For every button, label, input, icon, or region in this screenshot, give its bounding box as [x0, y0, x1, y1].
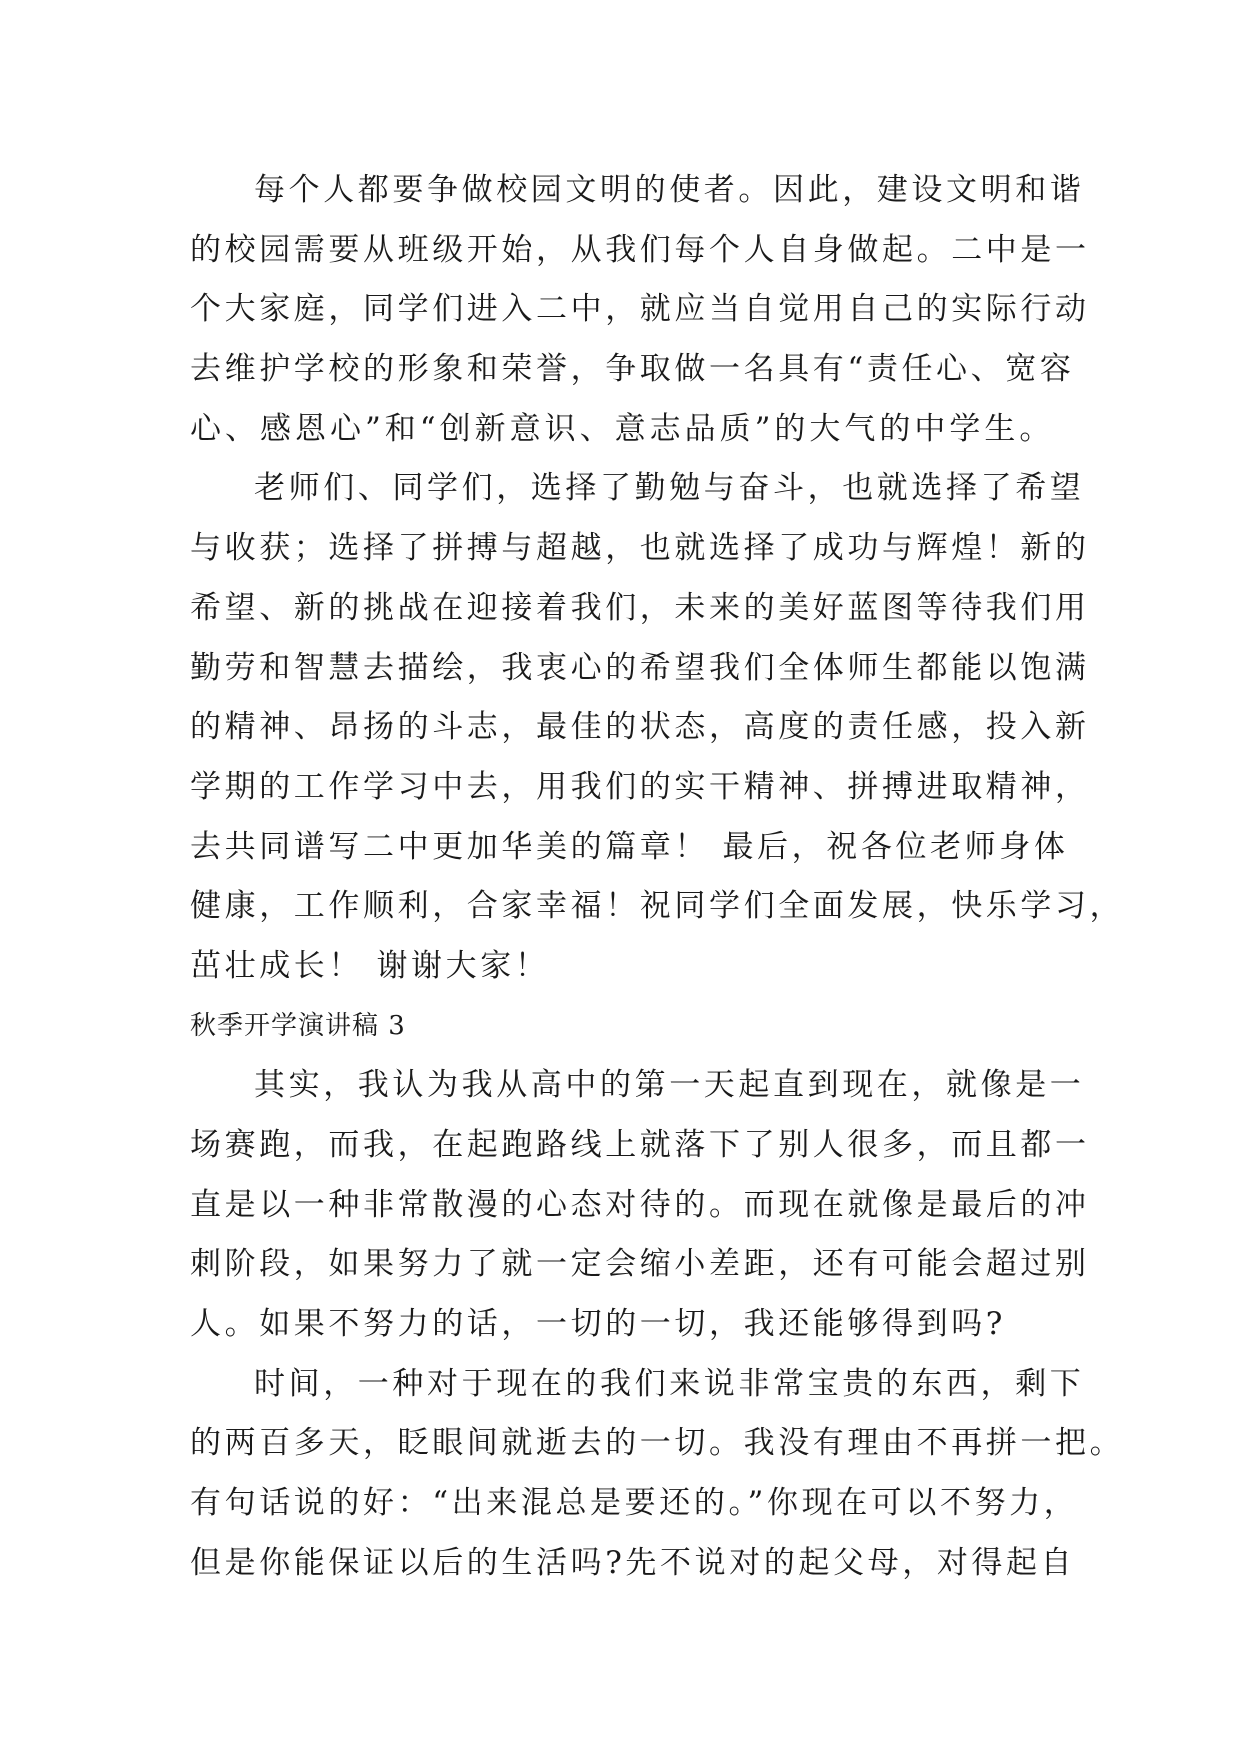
text-line [190, 1534, 1076, 1594]
text-line [190, 639, 1090, 699]
text-line [190, 1414, 1125, 1474]
text-line-content: 的校园需要从班级开始，从我们每个人自身做起。二中是一 [190, 231, 1090, 268]
text-line-content: 其实，我认为我从高中的第一天起直到现在，就像是一 [254, 1067, 1085, 1104]
text-line-content: 去维护学校的形象和荣誉，争取做一名具有“责任心、宽容 [190, 351, 1075, 388]
text-line [190, 937, 1054, 997]
text-line [190, 221, 1090, 281]
text-line-content: 的精神、昂扬的斗志，最佳的状态，高度的责任感，投入新 [190, 709, 1090, 746]
text-line [190, 1176, 1090, 1236]
text-line [190, 758, 1090, 818]
text-line-content: 与收获；选择了拼搏与超越，也就选择了成功与辉煌！新的 [190, 530, 1090, 567]
text-line [190, 1235, 1090, 1295]
text-line [190, 818, 1069, 878]
text-line-content: 老师们、同学们，选择了勤勉与奋斗，也就选择了希望 [254, 470, 1085, 507]
text-line-content: 希望、新的挑战在迎接着我们，未来的美好蓝图等待我们用 [190, 589, 1090, 626]
text-line [190, 161, 1085, 221]
text-line-content: 但是你能保证以后的生活吗?先不说对的起父母，对得起自 [190, 1544, 1076, 1581]
document-page [190, 161, 1125, 1594]
text-line-content: 时间，一种对于现在的我们来说非常宝贵的东西，剩下 [254, 1365, 1085, 1402]
text-line [190, 1116, 1090, 1176]
text-line-content: 直是以一种非常散漫的心态对待的。而现在就像是最后的冲 [190, 1186, 1090, 1223]
text-line [190, 519, 1090, 579]
text-line-content: 的两百多天，眨眼间就逝去的一切。我没有理由不再拼一把。 [190, 1425, 1125, 1462]
section-heading: 秋季开学演讲稿 3 [190, 1010, 406, 1041]
text-line-content: 勤劳和智慧去描绘，我衷心的希望我们全体师生都能以饱满 [190, 649, 1090, 686]
text-line [190, 459, 1085, 519]
text-line-content: 刺阶段，如果努力了就一定会缩小差距，还有可能会超过别 [190, 1246, 1090, 1283]
text-line [190, 579, 1090, 639]
text-line-content: 人。如果不努力的话，一切的一切，我还能够得到吗? [190, 1306, 1007, 1343]
text-line-content: 场赛跑，而我，在起跑路线上就落下了别人很多，而且都一 [190, 1127, 1090, 1163]
text-line [190, 400, 1054, 460]
text-line-content: 有句话说的好：“出来混总是要还的。”你现在可以不努力， [190, 1485, 1079, 1522]
text-line-content: 个大家庭，同学们进入二中，就应当自觉用自己的实际行动 [190, 291, 1090, 328]
text-line-content: 健康，工作顺利，合家幸福！祝同学们全面发展，快乐学习， [190, 888, 1125, 925]
text-line [190, 340, 1075, 400]
text-line [190, 1355, 1085, 1415]
text-line [190, 1295, 1054, 1355]
text-line-content: 心、感恩心”和“创新意识、意志品质”的大气的中学生。 [190, 410, 1054, 447]
text-line-content: 去共同谱写二中更加华美的篇章！ 最后，祝各位老师身体 [190, 828, 1069, 865]
text-line [190, 877, 1125, 937]
text-line-content: 茁壮成长！ 谢谢大家！ [190, 947, 550, 984]
text-line [190, 280, 1090, 340]
text-line-content: 每个人都要争做校园文明的使者。因此，建设文明和谐 [254, 172, 1085, 208]
text-line-content: 学期的工作学习中去，用我们的实干精神、拼搏进取精神， [190, 768, 1090, 805]
text-line [190, 1056, 1085, 1116]
text-line [190, 698, 1090, 758]
text-line [190, 1474, 1079, 1534]
